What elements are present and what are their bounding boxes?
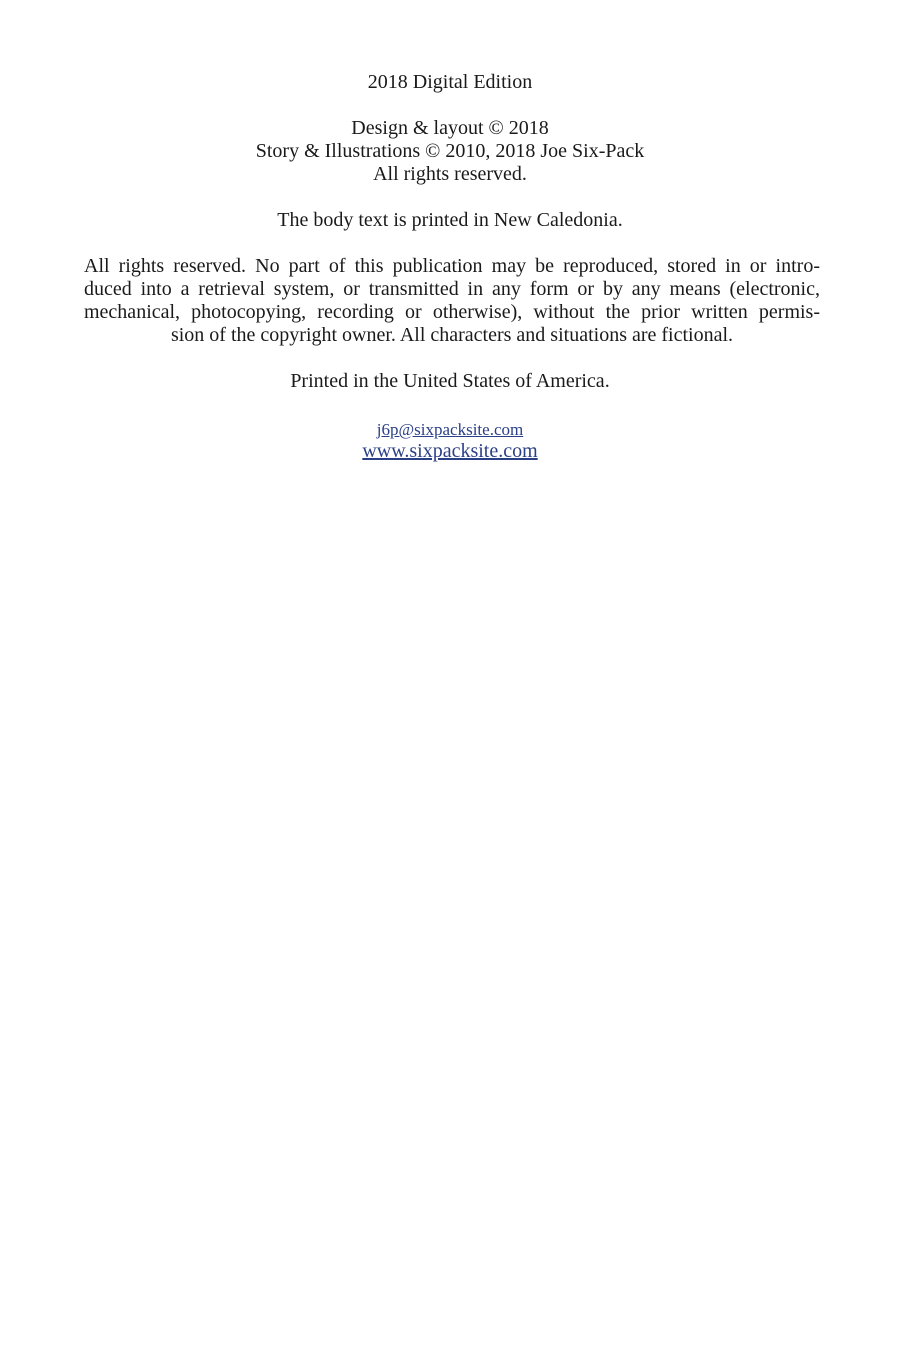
website-link[interactable]: www.sixpacksite.com [362,440,538,462]
email-link[interactable]: j6p@sixpacksite.com [376,420,524,439]
design-credit: Design & layout © 2018 [351,117,549,139]
edition-text: 2018 Digital Edition [367,71,533,93]
credits-block [0,117,900,186]
printed-in-text: Printed in the United States of America. [290,370,610,392]
contact-block [0,419,900,462]
typeface-note [0,209,900,232]
story-credit: Story & Illustrations © 2010, 2018 Joe Six-Pack [255,140,645,162]
rights-line: sion of the copyright owner. All characters and situations are fictional. [170,324,734,346]
printed-in-line [0,370,900,393]
rights-line: All rights reserved. No part of this publication may be reproduced, stored in or intro- [84,255,820,277]
rights-line: duced into a retrieval system, or transmitted in any form or by any means (electronic, [84,278,820,300]
rights-reserved-short: All rights reserved. [373,163,527,185]
rights-line: mechanical, photocopying, recording or otherwise), without the prior written permis- [84,301,820,323]
typeface-text: The body text is printed in New Caledonia. [277,209,623,231]
edition-line [0,71,900,94]
rights-paragraph [84,255,820,347]
